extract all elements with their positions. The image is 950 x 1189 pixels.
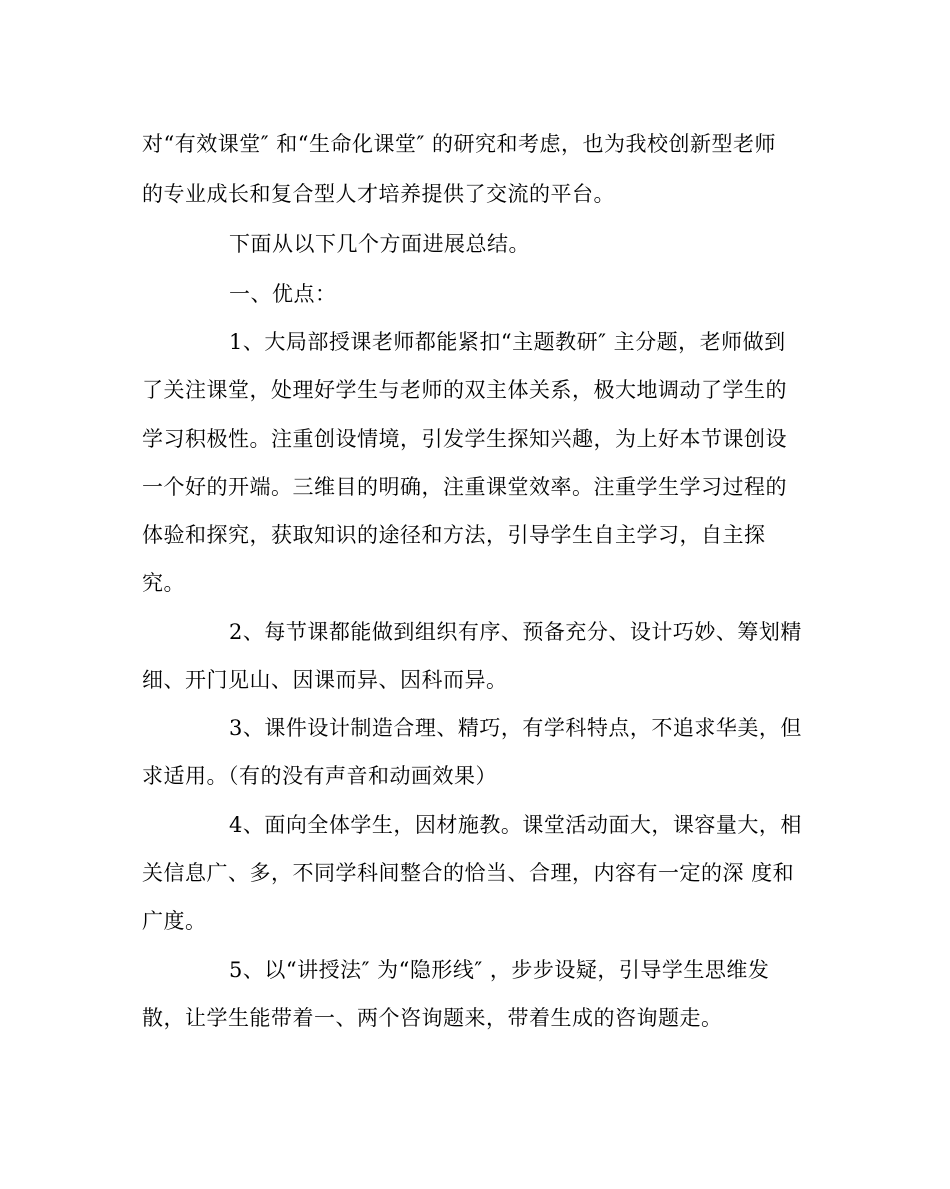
- text-line: 学习积极性。注重创设情境，引发学生探知兴趣，为上好本节课创设: [142, 427, 787, 451]
- text-line: 的专业成长和复合型人才培养提供了交流的平台。: [142, 182, 615, 206]
- text-line: 1、大局部授课老师都能紧扣“主题教研″ 主分题，老师做到: [229, 330, 786, 354]
- section-heading: 一、优点：: [229, 282, 337, 306]
- text-line: 5、以“讲授法″ 为“隐形线″ ，步步设疑，引导学生思维发: [229, 958, 770, 982]
- text-line: 3、课件设计制造合理、精巧，有学科特点，不追求华美，但: [229, 716, 802, 740]
- text-line: 散，让学生能带着一、两个咨询题来，带着生成的咨询题走。: [142, 1006, 723, 1030]
- text-line: 关信息广、多，不同学科间整合的恰当、合理，内容有一定的深 度和: [142, 861, 795, 885]
- text-line: 究。: [142, 571, 185, 595]
- text-line: 4、面向全体学生，因材施教。课堂活动面大，课容量大，相: [229, 813, 802, 837]
- text-line: 细、开门见山、因课而异、因科而异。: [142, 668, 508, 692]
- text-line: 求适用。（有的没有声音和动画效果）: [142, 764, 497, 788]
- text-line: 2、每节课都能做到组织有序、预备充分、设计巧妙、筹划精: [229, 620, 802, 644]
- text-line: 下面从以下几个方面进展总结。: [229, 232, 530, 256]
- text-line: 体验和探究，获取知识的途径和方法，引导学生自主学习，自主探: [142, 523, 766, 547]
- text-line: 广度。: [142, 909, 207, 933]
- text-line: 对“有效课堂″ 和“生命化课堂″ 的研究和考虑，也为我校创新型老师: [142, 132, 777, 156]
- text-line: 一个好的开端。三维目的明确，注重课堂效率。注重学生学习过程的: [142, 475, 787, 499]
- text-line: 了关注课堂，处理好学生与老师的双主体关系，极大地调动了学生的: [142, 378, 787, 402]
